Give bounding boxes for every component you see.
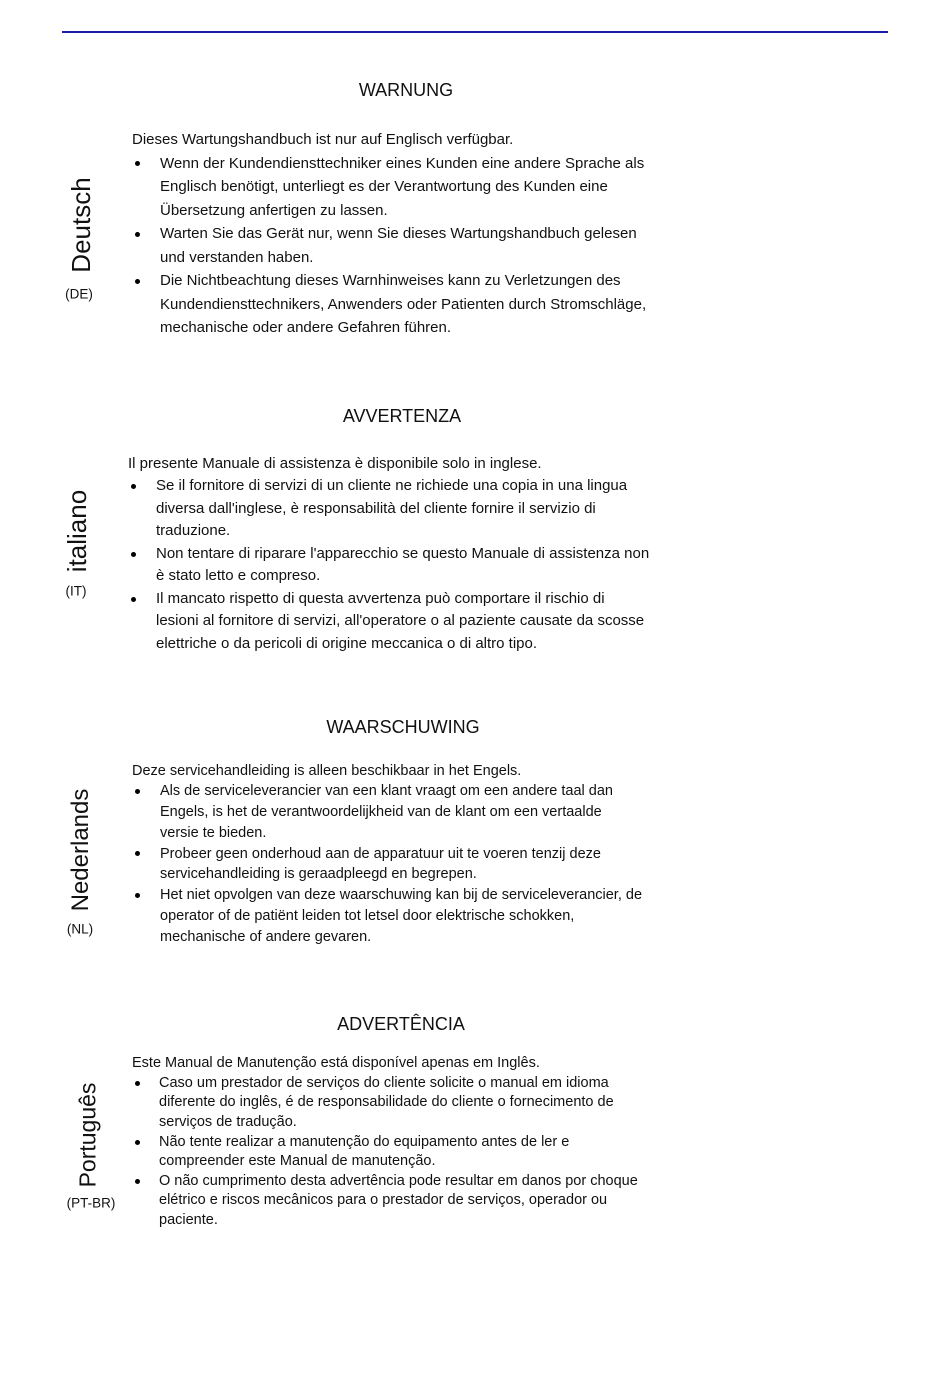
bullet-icon bbox=[131, 484, 136, 489]
bullet-list bbox=[132, 1074, 638, 1231]
bullet-line: elétrico e riscos mecânicos para o prestador de serviços, operador ou bbox=[159, 1192, 608, 1209]
bullet-line: operator of de patiënt leiden tot letsel door elektrische schokken, bbox=[160, 907, 575, 924]
warning-title: AVVERTENZA bbox=[342, 406, 462, 426]
intro-text: Dieses Wartungshandbuch ist nur auf Englisch verfügbar. bbox=[132, 131, 514, 149]
language-code: (PT-BR) bbox=[66, 1195, 116, 1211]
bullet-icon bbox=[135, 1179, 140, 1184]
language-code: (DE) bbox=[65, 286, 93, 302]
bullet-line: diferente do inglês, é de responsabilidade do cliente o fornecimento de bbox=[159, 1094, 614, 1111]
bullet-line: serviços de tradução. bbox=[159, 1113, 297, 1130]
bullet-line: Não tente realizar a manutenção do equipamento antes de ler e bbox=[159, 1133, 570, 1150]
intro-text: Este Manual de Manutenção está disponível apenas em Inglês. bbox=[132, 1055, 540, 1072]
list-item bbox=[132, 1172, 638, 1231]
bullet-icon bbox=[135, 232, 140, 237]
bullet-icon bbox=[131, 597, 136, 602]
list-item bbox=[132, 152, 646, 223]
list-item bbox=[128, 588, 649, 656]
intro-text: Deze servicehandleiding is alleen beschikbaar in het Engels. bbox=[132, 762, 522, 779]
bullet-line: servicehandleiding is geraadpleegd en begrepen. bbox=[160, 866, 477, 883]
bullet-line: Caso um prestador de serviços do cliente solicite o manual em idioma bbox=[159, 1074, 609, 1091]
intro-text: Il presente Manuale di assistenza è disponibile solo in inglese. bbox=[128, 454, 542, 472]
language-code: (IT) bbox=[65, 583, 87, 599]
bullet-line: lesioni al fornitore di servizi, all'operatore o al paziente causate da scosse bbox=[156, 612, 645, 630]
bullet-line: mechanische of andere gevaren. bbox=[160, 928, 372, 945]
bullet-line: Non tentare di riparare l'apparecchio se questo Manuale di assistenza non bbox=[156, 544, 650, 562]
warning-body bbox=[132, 128, 646, 340]
bullet-line: Probeer geen onderhoud aan de apparatuur uit te voeren tenzij deze bbox=[160, 845, 601, 862]
list-item bbox=[128, 543, 649, 588]
bullet-icon bbox=[131, 552, 136, 557]
bullet-line: è stato letto e compreso. bbox=[156, 567, 321, 585]
bullet-line: elettriche o da pericoli di origine meccanica o di altro tipo. bbox=[156, 634, 538, 652]
language-label: Nederlands bbox=[67, 788, 94, 912]
bullet-line: diversa dall'inglese, è responsabilità del cliente fornire il servizio di bbox=[156, 499, 596, 517]
language-code: (NL) bbox=[66, 921, 94, 937]
warning-body bbox=[128, 453, 649, 656]
bullet-line: versie te bieden. bbox=[160, 824, 267, 841]
list-item bbox=[128, 475, 649, 543]
bullet-line: Als de serviceleverancier van een klant vraagt om een andere taal dan bbox=[160, 783, 613, 800]
list-item bbox=[132, 1133, 638, 1172]
bullet-list bbox=[132, 781, 642, 947]
bullet-line: Se il fornitore di servizi di un cliente ne richiede una copia in una lingua bbox=[156, 477, 628, 495]
warning-title: WAARSCHUWING bbox=[326, 717, 480, 737]
bullet-icon bbox=[135, 161, 140, 166]
bullet-line: Wenn der Kundendiensttechniker eines Kunden eine andere Sprache als bbox=[160, 154, 645, 172]
bullet-line: Il mancato rispetto di questa avvertenza può comportare il rischio di bbox=[156, 589, 605, 607]
header-rule bbox=[62, 31, 888, 33]
bullet-icon bbox=[135, 893, 140, 898]
language-label: Deutsch bbox=[66, 177, 96, 273]
bullet-list bbox=[132, 152, 646, 340]
language-label: italiano bbox=[62, 489, 92, 573]
warning-title: WARNUNG bbox=[358, 80, 454, 100]
bullet-line: traduzione. bbox=[156, 522, 231, 540]
list-item bbox=[132, 269, 646, 340]
warning-title: ADVERTÊNCIA bbox=[337, 1014, 465, 1034]
language-label: Português bbox=[74, 1082, 101, 1188]
list-item bbox=[132, 222, 646, 269]
bullet-icon bbox=[135, 1140, 140, 1145]
list-item bbox=[132, 885, 642, 947]
bullet-line: paciente. bbox=[159, 1211, 218, 1228]
bullet-line: Übersetzung anfertigen zu lassen. bbox=[160, 201, 388, 219]
bullet-line: Warten Sie das Gerät nur, wenn Sie dieses Wartungshandbuch gelesen bbox=[160, 225, 637, 243]
bullet-list bbox=[128, 475, 649, 655]
bullet-line: Die Nichtbeachtung dieses Warnhinweises kann zu Verletzungen des bbox=[160, 272, 621, 290]
bullet-line: compreender este Manual de manutenção. bbox=[159, 1153, 436, 1170]
bullet-line: Englisch benötigt, unterliegt es der Verantwortung des Kunden eine bbox=[160, 178, 608, 196]
list-item bbox=[132, 781, 642, 843]
bullet-icon bbox=[135, 789, 140, 794]
bullet-line: Het niet opvolgen van deze waarschuwing kan bij de serviceleverancier, de bbox=[160, 887, 643, 904]
bullet-line: Kundendiensttechnikers, Anwenders oder Patienten durch Stromschläge, bbox=[160, 295, 647, 313]
bullet-line: O não cumprimento desta advertência pode resultar em danos por choque bbox=[159, 1172, 638, 1189]
list-item bbox=[132, 1074, 638, 1133]
bullet-line: mechanische oder andere Gefahren führen. bbox=[160, 319, 452, 337]
bullet-icon bbox=[135, 851, 140, 856]
bullet-icon bbox=[135, 1081, 140, 1086]
list-item bbox=[132, 844, 642, 886]
warning-body bbox=[132, 761, 642, 948]
bullet-line: und verstanden haben. bbox=[160, 248, 314, 266]
bullet-line: Engels, is het de verantwoordelijkheid van de klant om een vertaalde bbox=[160, 804, 602, 821]
warning-body bbox=[132, 1054, 638, 1230]
bullet-icon bbox=[135, 279, 140, 284]
